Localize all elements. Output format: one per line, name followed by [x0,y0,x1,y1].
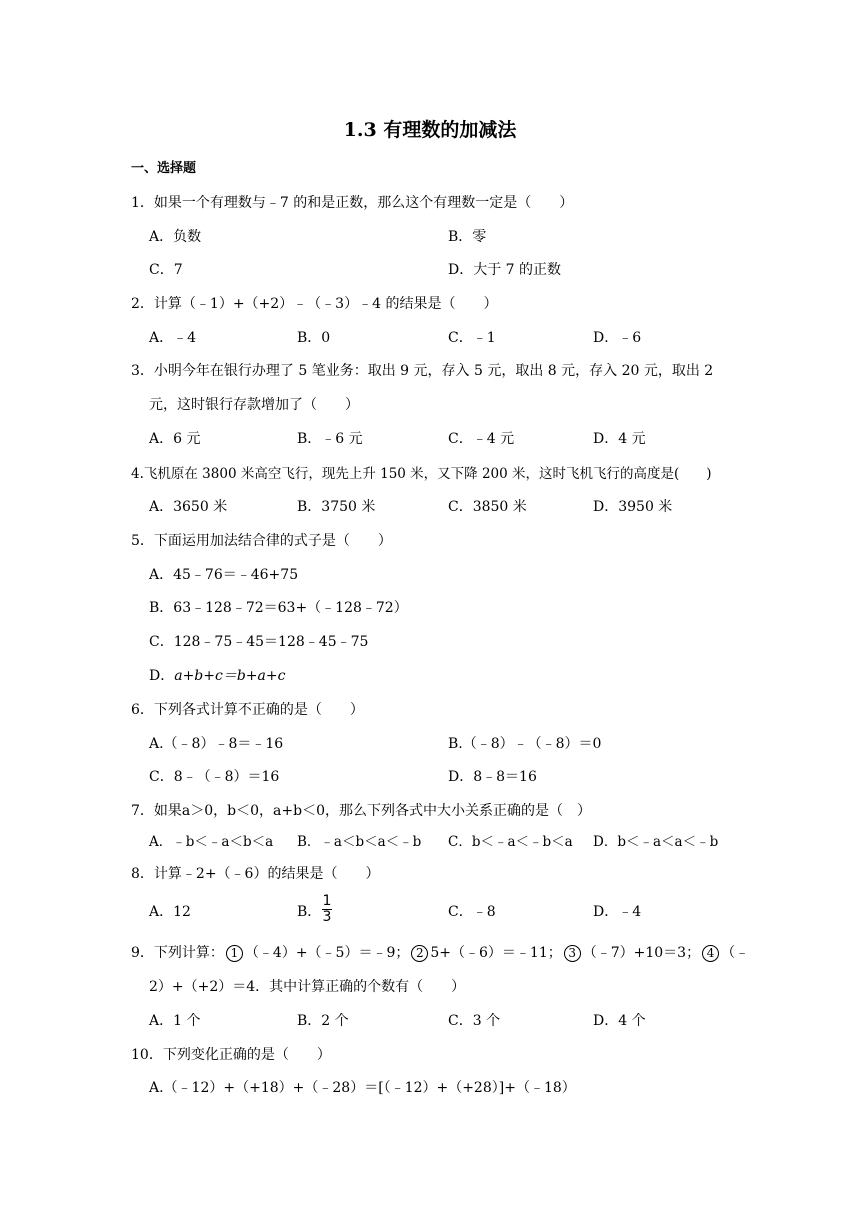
question-5-stem: 5．下面运用加法结合律的式子是（ ） [131,533,392,549]
question-9-option-a: A．1 个 [149,1013,201,1029]
question-9-stem-line2: 2）+（+2）＝4．其中计算正确的个数有（ ） [149,979,466,995]
question-8-option-a: A．12 [149,904,191,920]
question-7-option-d: D．b＜﹣a＜a＜﹣b [593,834,719,850]
question-3-stem-line1: 3．小明今年在银行办理了 5 笔业务：取出 9 元，存入 5 元，取出 8 元，存入 20 元，取出 2 [131,363,714,379]
question-6-stem: 6．下列各式计算不正确的是（ ） [131,702,364,718]
question-9-stem-line1 [131,942,749,962]
question-3-option-c: C．﹣4 元 [448,431,515,447]
question-9-intro: 9．下列计算： [131,945,224,961]
question-1-option-b: B．零 [448,229,487,245]
question-3-option-d: D．4 元 [593,431,646,447]
circled-number-1: 1 [226,945,243,962]
question-5-option-a: A．45﹣76＝﹣46+75 [149,567,299,583]
question-8-option-b-label: B． [297,904,322,920]
question-3-option-b: B．﹣6 元 [297,431,363,447]
question-1-option-d: D．大于 7 的正数 [448,262,562,278]
fraction-denominator: 3 [322,909,332,925]
question-1-option-c: C．7 [149,262,183,278]
question-6-option-d: D．8﹣8＝16 [448,769,537,785]
question-9-option-d: D．4 个 [593,1013,646,1029]
question-1-option-a: A．负数 [149,229,202,245]
question-7-stem: 7．如果a＞0，b＜0，a+b＜0，那么下列各式中大小关系正确的是（ ） [131,803,591,819]
question-3-option-a: A．6 元 [149,431,201,447]
question-4-option-b: B．3750 米 [297,499,376,515]
question-10-stem: 10．下列变化正确的是（ ） [131,1047,331,1063]
question-8-option-b-fraction [322,894,332,925]
question-2-option-b: B．0 [297,330,331,346]
question-6-option-a: A.（﹣8）﹣8＝﹣16 [149,736,284,752]
page-title: 1.3 有理数的加减法 [343,119,517,141]
question-9-option-b: B．2 个 [297,1013,349,1029]
question-9-part-1: （﹣4）+（﹣5）＝﹣9； [244,945,410,961]
question-10-option-a: A.（﹣12）+（+18）+（﹣28）＝[（﹣12）+（+28）]+（﹣18） [149,1080,576,1096]
question-7-option-b: B．﹣a＜b＜a＜﹣b [297,834,422,850]
question-8-stem: 8．计算﹣2+（﹣6）的结果是（ ） [131,866,380,882]
circled-number-4: 4 [702,945,719,962]
question-9-part-4: （﹣ [721,945,750,961]
question-8-option-c: C．﹣8 [448,904,496,920]
question-1-stem: 1．如果一个有理数与﹣7 的和是正数，那么这个有理数一定是（ ） [131,195,574,211]
question-2-option-c: C．﹣1 [448,330,496,346]
question-4-option-c: C．3850 米 [448,499,527,515]
question-9-part-3: （﹣7）+10＝3； [582,945,701,961]
section-heading: 一、选择题 [131,161,197,176]
question-7-option-a: A．﹣b＜﹣a＜b＜a [149,834,274,850]
question-8-option-d: D．﹣4 [593,904,642,920]
question-5-option-d [149,665,285,685]
question-4-stem: 4.飞机原在 3800 米高空飞行，现先上升 150 米，又下降 200 米，这时飞机飞行的高度是( ) [131,466,712,482]
question-9-option-c: C．3 个 [448,1013,501,1029]
question-5-option-c: C．128﹣75﹣45＝128﹣45﹣75 [149,634,369,650]
question-6-option-b: B.（﹣8）﹣（﹣8）＝0 [448,736,602,752]
question-7-option-c: C．b＜﹣a＜﹣b＜a [448,834,573,850]
question-2-option-a: A．﹣4 [149,330,197,346]
question-2-option-d: D．﹣6 [593,330,642,346]
circled-number-3: 3 [564,945,581,962]
question-5-option-d-label: D． [149,668,175,684]
question-5-option-d-expr: a+b+c＝b+a+c [174,668,286,684]
question-3-stem-line2: 元，这时银行存款增加了（ ） [149,397,359,413]
question-4-option-d: D．3950 米 [593,499,673,515]
fraction-numerator: 1 [322,893,332,909]
question-9-part-2: 5+（﹣6）＝﹣11； [430,945,562,961]
question-5-option-b: B．63﹣128﹣72＝63+（﹣128﹣72） [149,600,408,616]
circled-number-2: 2 [411,945,428,962]
question-4-option-a: A．3650 米 [149,499,228,515]
question-6-option-c: C．8﹣（﹣8）＝16 [149,769,280,785]
question-2-stem: 2．计算（﹣1）+（+2）﹣（﹣3）﹣4 的结果是（ ） [131,296,498,312]
